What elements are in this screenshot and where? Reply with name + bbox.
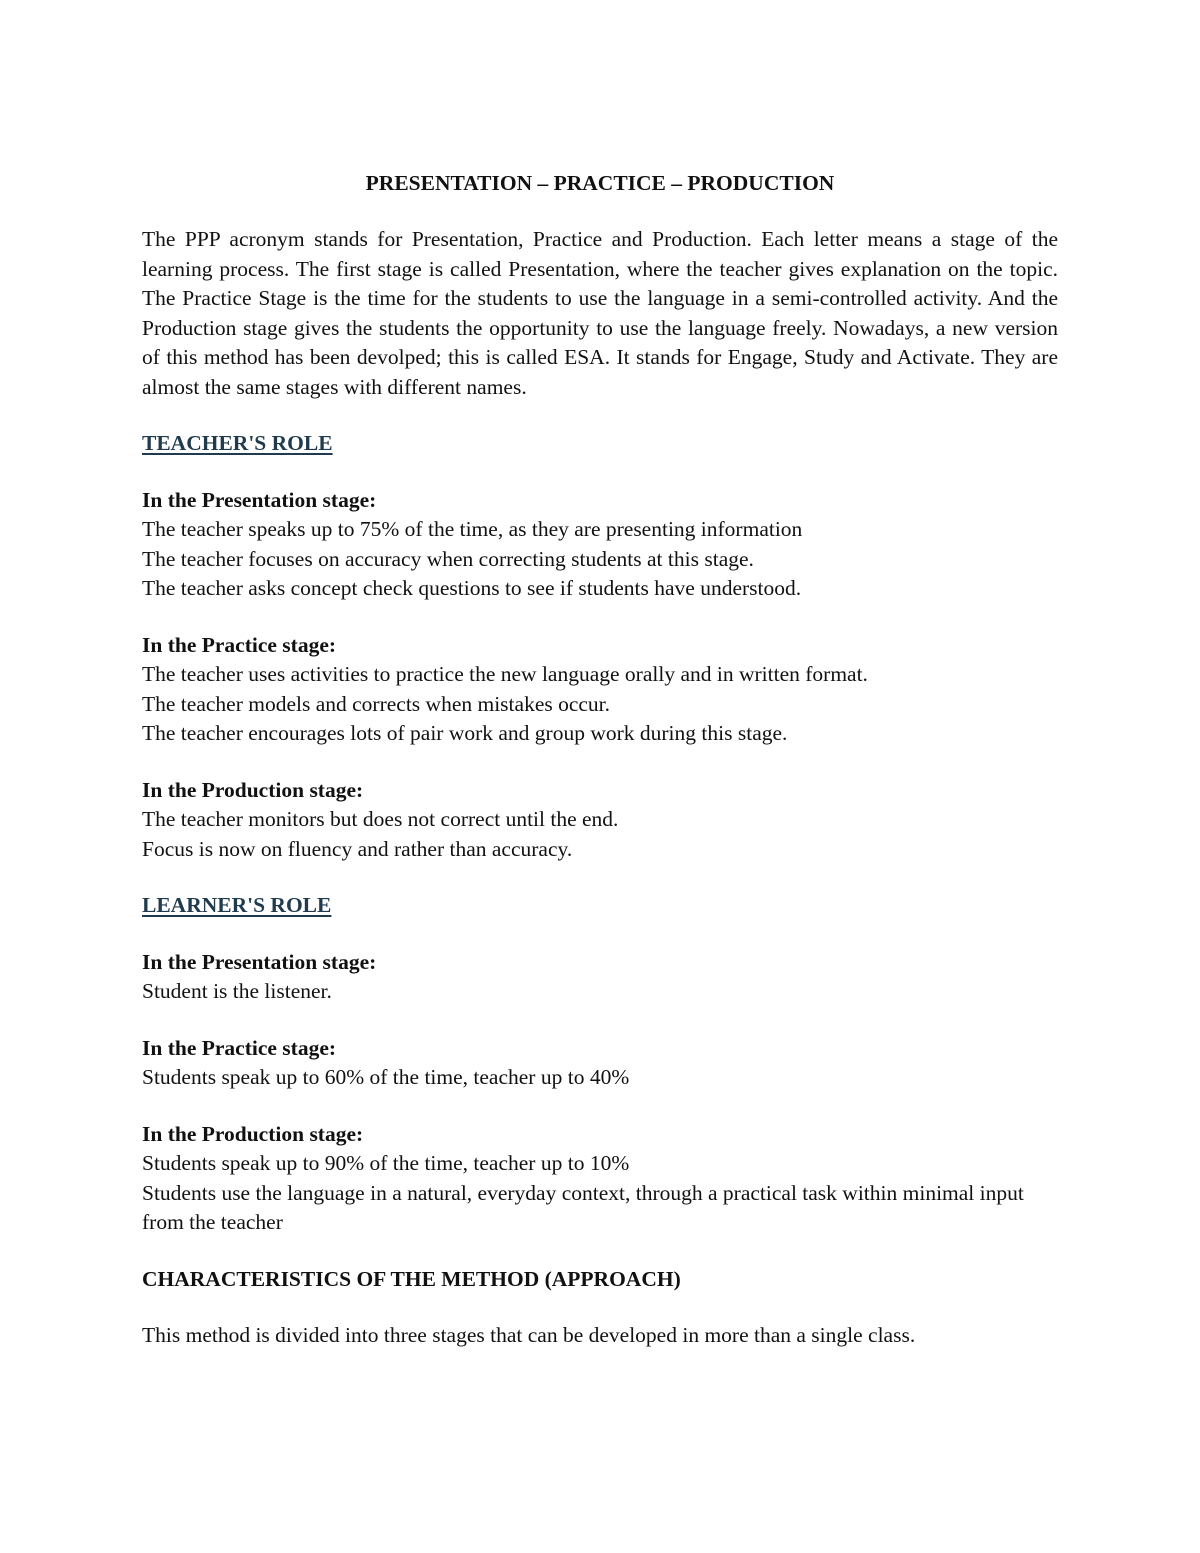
characteristics-paragraph: This method is divided into three stages that can be developed in more than a single class. (142, 1323, 916, 1347)
characteristics-heading: CHARACTERISTICS OF THE METHOD (APPROACH) (142, 1266, 681, 1291)
learner-production-block (142, 1120, 1058, 1238)
teacher-practice-title: In the Practice stage: (142, 632, 337, 657)
teacher-production-line: Focus is now on fluency and rather than accuracy. (142, 836, 573, 861)
learner-presentation-block (142, 948, 1058, 1007)
learner-presentation-line: Student is the listener. (142, 979, 332, 1003)
teacher-presentation-title: In the Presentation stage: (142, 487, 377, 512)
teacher-practice-line: The teacher models and corrects when mistakes occur. (142, 691, 611, 716)
document-title: PRESENTATION – PRACTICE – PRODUCTION (365, 171, 835, 195)
teacher-presentation-line: The teacher focuses on accuracy when correcting students at this stage. (142, 546, 754, 571)
learner-role-heading: LEARNER'S ROLE (142, 893, 332, 917)
teacher-presentation-line: The teacher speaks up to 75% of the time, as they are presenting information (142, 517, 803, 541)
teacher-production-line: The teacher monitors but does not correct until the end. (142, 807, 619, 831)
learner-practice-block (142, 1034, 1058, 1093)
teacher-practice-block (142, 631, 1058, 749)
teacher-presentation-line: The teacher asks concept check questions to see if students have understood. (142, 576, 802, 600)
learner-practice-line: Students speak up to 60% of the time, teacher up to 40% (142, 1065, 630, 1089)
teacher-presentation-block (142, 486, 1058, 604)
learner-practice-title: In the Practice stage: (142, 1035, 337, 1060)
teacher-role-heading: TEACHER'S ROLE (142, 431, 333, 455)
intro-paragraph: The PPP acronym stands for Presentation, Practice and Production. Each letter means a stage of the learning process. The first stage is called Presentation, where the teacher gives explanation on the topic. The Practice Stage is the time for the students to use the language in a semi-controlled activity. And the Production stage gives the students the opportunity to use the language freely. Nowadays, a new version of this method has been devolped; this is called ESA. It stands for Engage, Study and Activate. They are almost the same stages with different names. (142, 227, 1058, 399)
learner-production-line: Students speak up to 90% of the time, teacher up to 10% (142, 1151, 630, 1175)
learner-production-line: Students use the language in a natural, everyday context, through a practical task within minimal input from the teacher (142, 1180, 1024, 1234)
teacher-production-title: In the Production stage: (142, 777, 364, 802)
teacher-production-block (142, 776, 1058, 865)
learner-production-title: In the Production stage: (142, 1121, 364, 1146)
teacher-practice-line: The teacher uses activities to practice the new language orally and in written format. (142, 662, 868, 686)
document-body (142, 168, 1058, 1351)
learner-presentation-title: In the Presentation stage: (142, 949, 377, 974)
teacher-practice-line: The teacher encourages lots of pair work and group work during this stage. (142, 721, 788, 745)
